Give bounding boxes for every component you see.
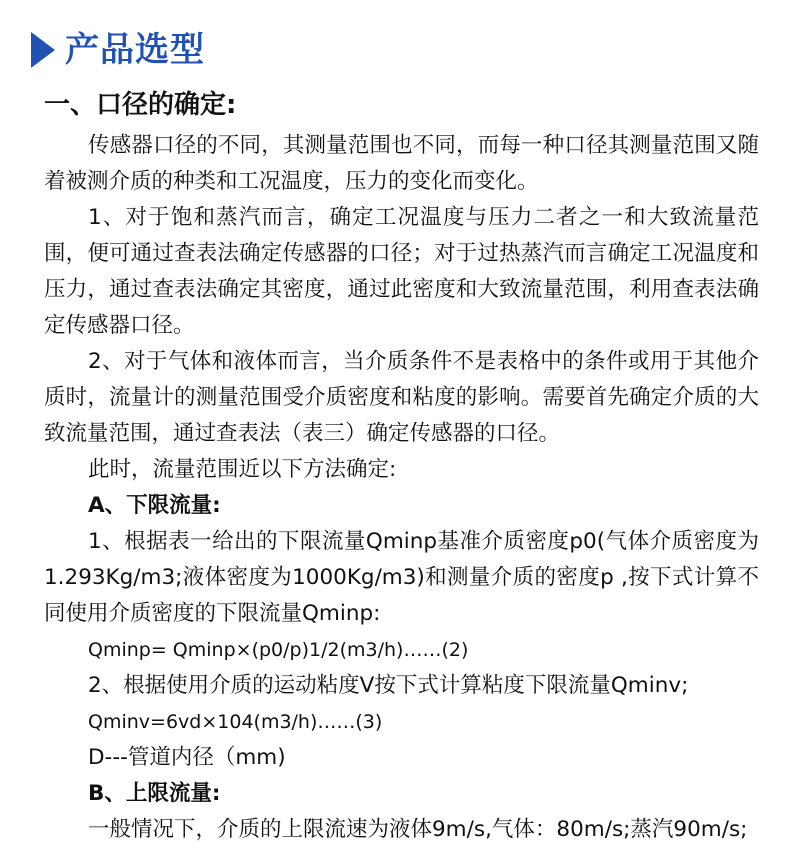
formula-2: Qminp= Qminp×(p0/p)1/2(m3/h)……(2) — [88, 639, 469, 661]
play-triangle-icon — [31, 32, 55, 68]
page-title: 产品选型 — [65, 30, 205, 70]
section-heading: 一、口径的确定: — [44, 90, 237, 120]
body-text — [44, 128, 759, 848]
paragraph-at-this-time: 此时，流量范围近以下方法确定: — [88, 457, 397, 482]
header — [31, 25, 205, 75]
paragraph-item1: 1、对于饱和蒸汽而言，确定工况温度与压力二者之一和大致流量范围，便可通过查表法确定传感器的口径；对于过热蒸汽而言确定工况温度和压力，通过查表法确定其密度，通过此密度和大致流量范围，利用查表法确定传感器口径。 — [44, 205, 759, 338]
paragraph-a-item2: 2、根据使用介质的运动粘度V按下式计算粘度下限流量Qminv; — [88, 673, 689, 698]
formula-3: Qminv=6vd×104(m3/h)……(3) — [88, 711, 383, 733]
paragraph-item2: 2、对于气体和液体而言，当介质条件不是表格中的条件或用于其他介质时，流量计的测量范围受介质密度和粘度的影响。需要首先确定介质的大致流量范围，通过查表法（表三）确定传感器的口径。 — [44, 349, 759, 446]
paragraph-d-definition: D---管道内径（mm) — [88, 745, 286, 770]
subheading-lower-limit: A、下限流量: — [88, 493, 221, 518]
subheading-upper-limit: B、上限流量: — [88, 781, 221, 806]
paragraph-intro: 传感器口径的不同，其测量范围也不同，而每一种口径其测量范围又随着被测介质的种类和工况温度，压力的变化而变化。 — [44, 133, 759, 194]
paragraph-b-text: 一般情况下，介质的上限流速为液体9m/s,气体：80m/s;蒸汽90m/s; — [88, 817, 748, 842]
paragraph-a-item1: 1、根据表一给出的下限流量Qminp基准介质密度p0(气体介质密度为1.293Kg/m3;液体密度为1000Kg/m3)和测量介质的密度p ,按下式计算不同使用介质密度的下限流量Qminp: — [44, 529, 759, 626]
